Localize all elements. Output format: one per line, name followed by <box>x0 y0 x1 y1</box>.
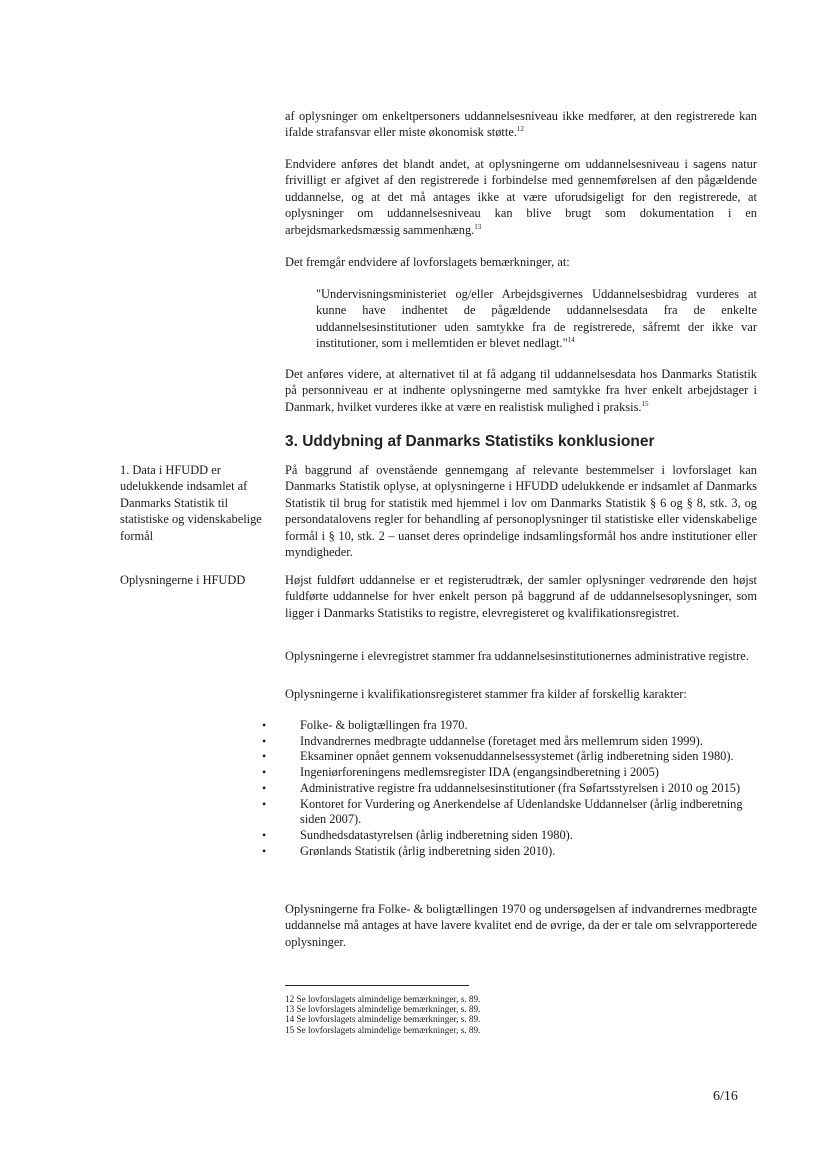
page-number: 6/16 <box>713 1089 738 1104</box>
list-item: • Eksaminer opnået gennem voksenuddannelsessystemet (årlig indberetning siden 1980). <box>262 749 734 764</box>
side-note-2: Oplysningerne i HFUDD <box>120 573 246 587</box>
section-paragraph-2: Højst fuldført uddannelse er et registerudtræk, der samler oplysninger vedrørende den højst fuldførte uddannelse for hver enkelt person på baggrund af de uddannelsesoplysninger, som ligger i Danmarks Statistiks to registre, elevregisteret og kvalifikationsregistret. <box>285 573 757 620</box>
bullet-icon: • <box>262 718 267 732</box>
bullet-icon: • <box>262 749 267 764</box>
footnote: 15 Se lovforslagets almindelige bemærkninger, s. 89. <box>285 1024 481 1035</box>
list-item: • Indvandrernes medbragte uddannelse (foretaget med års mellemrum siden 1999). <box>262 733 703 748</box>
footnote-ref: 14 <box>567 336 575 345</box>
bullet-icon: • <box>262 780 267 795</box>
paragraph-4: Det anføres videre, at alternativet til at få adgang til uddannelsesdata hos Danmarks Statistik på personniveau er at indhente oplysningerne med samtykke fra hver enkelt arbejdstager i Danmark, hvilket vurderes ikke at være en realistisk mulighed i praksis.$^{15}$ <box>285 367 757 414</box>
source-list <box>262 718 757 859</box>
list-item: • Administrative registre fra uddannelsesinstitutioner (fra Søfartsstyrelsen i 2010 og 2015) <box>262 780 741 795</box>
footnote: 14 Se lovforslagets almindelige bemærkninger, s. 89. <box>285 1014 481 1025</box>
list-item: • Kontoret for Vurdering og Anerkendelse af Udenlandske Uddannelser (årlig indberetning siden 2007). <box>262 796 743 827</box>
section-paragraph-4: Oplysningerne i kvalifikationsregisteret stammer fra kilder af forskellig karakter: <box>285 687 687 701</box>
side-note-1: 1. Data i HFUDD er udelukkende indsamlet af Danmarks Statistik til statistiske og videnskabelige formål <box>120 463 262 543</box>
section-paragraph-1: På baggrund af ovenstående gennemgang af relevante bestemmelser i lovforslaget kan Danmarks Statistik oplyse, at oplysningerne i HFUDD udelukkende er indsamlet af Danmarks Statistik til brug for statistik med hjemmel i lov om Danmarks Statistik § 6 og § 8, stk. 3, og persondatalovens regler for behandling af personoplysninger til statistiske eller videnskabelige formål i § 10, stk. 2 – uanset deres oprindelige indsamlingsformål hos andre institutioner eller myndigheder. <box>285 463 757 560</box>
footnote-ref: 12 <box>516 125 524 134</box>
block-quote: "Undervisningsministeriet og/eller Arbejdsgivernes Uddannelsesbidrag vurderes at kunne have indhentet de pågældende uddannelsesdata fra de enkelte uddannelsesinstitutioner uden samtykke fra de registrerede, såfremt der ikke var institutioner, som i mellemtiden er blevet nedlagt."$^{14}$ <box>316 287 757 351</box>
paragraph-3: Det fremgår endvidere af lovforslagets bemærkninger, at: <box>285 255 570 269</box>
bullet-icon: • <box>262 733 267 748</box>
footnote: 13 Se lovforslagets almindelige bemærkninger, s. 89. <box>285 1004 481 1015</box>
closing-paragraph: Oplysningerne fra Folke- & boligtællingen 1970 og undersøgelsen af indvandrernes medbragte uddannelse må antages at have lavere kvalitet end de øvrige, da der er tale om selvrapporterede oplysninger. <box>285 902 758 949</box>
footnote-ref: 15 <box>641 399 649 408</box>
footnotes <box>285 994 480 1035</box>
paragraph-2: Endvidere anføres det blandt andet, at oplysningerne om uddannelsesniveau i sagens natur frivilligt er afgivet af den registrerede i forbindelse med gennemførelsen af den pågældende uddannelse, og at det må antages ikke at være uforudsigeligt for den registrerede, at oplysninger om uddannelsesniveau kan blive brugt som dokumentation i en arbejdsmarkedsmæssig sammenhæng.$^{13}$ <box>285 157 757 237</box>
section-heading: 3. Uddybning af Danmarks Statistiks konklusioner <box>285 433 655 450</box>
footnote: 12 Se lovforslagets almindelige bemærkninger, s. 89. <box>285 994 481 1004</box>
section-paragraph-3: Oplysningerne i elevregistret stammer fra uddannelsesinstitutionernes administrative registre. <box>285 649 749 663</box>
list-item: • Folke- & boligtællingen fra 1970. <box>262 718 468 732</box>
footnote-ref: 13 <box>474 222 482 231</box>
bullet-icon: • <box>262 843 267 858</box>
footnote-divider <box>285 985 469 986</box>
bullet-icon: • <box>262 827 267 842</box>
list-item: • Grønlands Statistik (årlig indberetning siden 2010). <box>262 843 556 858</box>
bullet-icon: • <box>262 765 267 780</box>
paragraph-1: af oplysninger om enkeltpersoners uddannelsesniveau ikke medfører, at den registrerede kan ifalde strafansvar eller miste økonomisk støtte.$^{12}$ <box>285 109 757 140</box>
bullet-icon: • <box>262 796 267 811</box>
list-item: • Ingeniørforeningens medlemsregister IDA (engangsindberetning i 2005) <box>262 765 659 780</box>
list-item: • Sundhedsdatastyrelsen (årlig indberetning siden 1980). <box>262 827 573 842</box>
